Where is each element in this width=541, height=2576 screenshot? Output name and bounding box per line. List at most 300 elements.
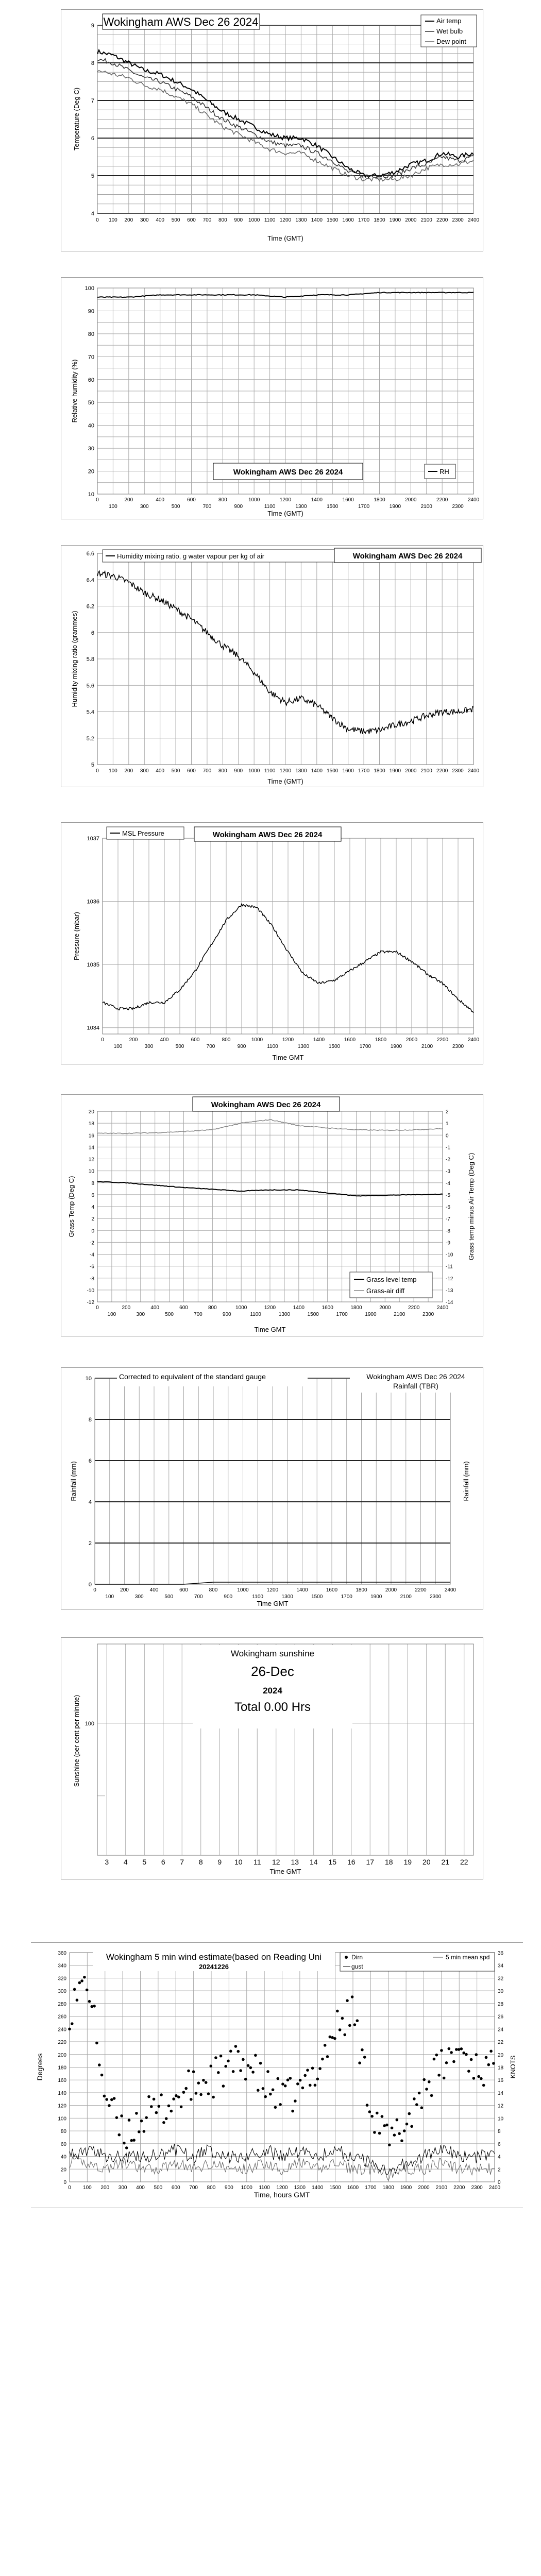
- temperature-x-tick-label: 1300: [295, 217, 307, 223]
- wind-direction-point: [445, 2061, 448, 2064]
- wind-direction-point: [254, 2054, 257, 2057]
- grass-temp-y2-tick-label: 1: [446, 1121, 449, 1127]
- wind-direction-point: [435, 2054, 438, 2057]
- humidity-x-top-tick-label: 400: [156, 497, 165, 503]
- wind-direction-point: [361, 2048, 364, 2052]
- mixing-ratio-x-tick-label: 1900: [389, 768, 401, 774]
- wind-direction-point: [326, 2055, 329, 2058]
- wind-direction-point: [264, 2095, 267, 2098]
- wind-direction-point: [363, 2056, 366, 2059]
- wind-direction-point: [150, 2105, 153, 2108]
- temperature-x-tick-label: 1700: [358, 217, 370, 223]
- grass-temp-y-tick-label: -8: [90, 1276, 94, 1282]
- wind-direction-point: [232, 2070, 235, 2073]
- grass-temp-chart: [61, 1095, 484, 1337]
- wind-direction-point: [385, 2124, 388, 2127]
- wind-y-tick-label: 280: [58, 2001, 66, 2007]
- grass-temp-y-tick-label: -2: [90, 1240, 94, 1246]
- wind-direction-point: [266, 2070, 269, 2073]
- sunshine-x-tick-label: 9: [217, 1858, 222, 1866]
- temperature-x-tick-label: 1800: [374, 217, 385, 223]
- humidity-y-tick-label: 20: [88, 468, 94, 475]
- rainfall-x-bottom-tick-label: 300: [134, 1594, 144, 1600]
- wind-y2-tick-label: 26: [498, 2014, 504, 2020]
- wind-direction-point: [489, 2050, 493, 2053]
- rainfall-x-top-tick-label: 600: [179, 1587, 188, 1593]
- mixing-ratio-y-label: Humidity mixing ratio (grammes): [71, 611, 78, 707]
- wind-y-tick-label: 120: [58, 2103, 66, 2109]
- temperature-x-tick-label: 500: [171, 217, 180, 223]
- pressure-x-bottom-tick-label: 900: [237, 1044, 246, 1049]
- wind-y-tick-label: 60: [60, 2141, 66, 2147]
- wind-direction-point: [303, 2074, 307, 2077]
- wind-x-tick-label: 1200: [276, 2185, 288, 2191]
- wind-direction-point: [140, 2120, 143, 2123]
- humidity-x-top-tick-label: 1200: [279, 497, 292, 503]
- pressure-chart: [61, 823, 484, 1065]
- wind-direction-point: [224, 2065, 227, 2068]
- temperature-chart-panel: [61, 9, 483, 251]
- grass-temp-x-top-tick-label: 200: [122, 1305, 131, 1311]
- wind-direction-point: [318, 2067, 322, 2070]
- grass-temp-x-top-tick-label: 2400: [436, 1305, 449, 1311]
- sunshine-chart: [61, 1638, 484, 1880]
- wind-x-tick-label: 2300: [471, 2185, 483, 2191]
- sunshine-x-label: Time GMT: [269, 1868, 301, 1875]
- wind-y-tick-label: 0: [63, 2180, 66, 2185]
- grass-temp-y2-tick-label: -11: [446, 1264, 453, 1270]
- wind-direction-point: [460, 2047, 463, 2050]
- rainfall-y-tick-label: 0: [88, 1582, 92, 1588]
- pressure-x-bottom-tick-label: 300: [144, 1044, 154, 1049]
- wind-direction-point: [458, 2048, 461, 2051]
- humidity-y-tick-label: 10: [88, 492, 94, 498]
- wind-direction-point: [73, 1988, 76, 1991]
- rainfall-y-tick-label: 2: [88, 1540, 92, 1547]
- humidity-x-top-tick-label: 200: [124, 497, 133, 503]
- wind-direction-point: [477, 2075, 480, 2078]
- wind-direction-point: [86, 1989, 89, 1992]
- sunshine-x-tick-label: 3: [105, 1858, 109, 1866]
- temperature-x-tick-label: 2200: [436, 217, 448, 223]
- wind-direction-point: [98, 2063, 101, 2066]
- sunshine-x-tick-label: 6: [161, 1858, 165, 1866]
- wind-direction-point: [440, 2049, 443, 2052]
- wind-direction-point: [78, 1981, 81, 1985]
- wind-direction-point: [321, 2058, 324, 2061]
- grass-temp-x-top-tick-label: 0: [96, 1305, 99, 1311]
- rainfall-x-bottom-tick-label: 1100: [252, 1594, 264, 1600]
- humidity-x-top-tick-label: 2000: [405, 497, 417, 503]
- pressure-x-bottom-tick-label: 2100: [421, 1044, 433, 1049]
- rainfall-x-bottom-tick-label: 1900: [370, 1594, 382, 1600]
- temperature-x-tick-label: 900: [234, 217, 243, 223]
- wind-direction-point: [217, 2071, 220, 2074]
- mixing-ratio-y-tick-label: 6.4: [86, 577, 94, 584]
- wind-direction-point: [123, 2142, 126, 2145]
- grass-temp-chart-panel: [61, 1094, 483, 1336]
- sunshine-x-tick-label: 18: [384, 1858, 393, 1866]
- wind-x-tick-label: 1600: [347, 2185, 359, 2191]
- wind-x-label: Time, hours GMT: [253, 2191, 310, 2199]
- wind-direction-point: [393, 2133, 396, 2137]
- wind-y-tick-label: 220: [58, 2040, 66, 2046]
- wind-direction-point: [162, 2121, 165, 2124]
- wind-direction-point: [202, 2079, 205, 2082]
- wind-direction-point: [353, 2023, 357, 2026]
- sunshine-total: Total 0.00 Hrs: [234, 1700, 311, 1714]
- wind-direction-point: [306, 2069, 309, 2072]
- wind-direction-point: [381, 2115, 384, 2118]
- wind-direction-point: [415, 2103, 418, 2106]
- pressure-chart-panel: [61, 822, 483, 1064]
- wind-direction-point: [358, 2061, 361, 2064]
- grass-temp-y-tick-label: -10: [87, 1287, 94, 1294]
- pressure-x-bottom-tick-label: 1500: [328, 1044, 341, 1049]
- wind-direction-point: [373, 2131, 376, 2134]
- grass-temp-title: Wokingham AWS Dec 26 2024: [211, 1100, 321, 1109]
- humidity-title: Wokingham AWS Dec 26 2024: [233, 468, 343, 477]
- mixing-ratio-x-tick-label: 800: [218, 768, 227, 774]
- wind-direction-point: [472, 2077, 476, 2080]
- pressure-x-bottom-tick-label: 1100: [267, 1044, 278, 1049]
- wind-direction-point: [492, 2062, 495, 2065]
- grass-temp-x-top-tick-label: 2000: [379, 1305, 391, 1311]
- wind-y-tick-label: 40: [60, 2154, 66, 2160]
- humidity-x-bottom-tick-label: 300: [140, 504, 149, 510]
- rainfall-x-top-tick-label: 1600: [326, 1587, 338, 1593]
- humidity-y-tick-label: 30: [88, 446, 94, 452]
- grass-temp-x-top-tick-label: 1400: [293, 1305, 305, 1311]
- mixing-ratio-y-tick-label: 6: [91, 630, 94, 636]
- legend-rh: RH: [439, 468, 449, 476]
- humidity-y-tick-label: 90: [88, 308, 94, 315]
- pressure-x-bottom-tick-label: 2300: [452, 1044, 464, 1049]
- pressure-x-top-tick-label: 0: [101, 1037, 104, 1043]
- wind-direction-point: [405, 2123, 409, 2126]
- wind-y-tick-label: 20: [60, 2167, 66, 2173]
- grass-temp-x-bottom-tick-label: 1300: [278, 1312, 291, 1317]
- wind-direction-point: [400, 2139, 403, 2142]
- legend-mixing-ratio: Humidity mixing ratio, g water vapour per kg of air: [117, 552, 265, 560]
- sunshine-date: 26-Dec: [251, 1664, 294, 1679]
- rainfall-title: Wokingham AWS Dec 26 2024: [366, 1372, 465, 1381]
- wind-x-tick-label: 0: [68, 2185, 71, 2191]
- grass-temp-x-bottom-tick-label: 700: [194, 1312, 202, 1317]
- temperature-x-label: Time (GMT): [267, 234, 303, 242]
- temperature-y-tick-label: 8: [91, 60, 94, 66]
- mixing-ratio-x-tick-label: 2400: [467, 768, 480, 774]
- wind-direction-point: [172, 2097, 175, 2100]
- humidity-x-label: Time (GMT): [267, 510, 303, 517]
- wind-title: Wokingham 5 min wind estimate(based on Reading Uni: [106, 1952, 322, 1962]
- wind-y-tick-label: 300: [58, 1989, 66, 1995]
- mixing-ratio-y-tick-label: 5.2: [86, 735, 94, 742]
- pressure-title: Wokingham AWS Dec 26 2024: [212, 831, 323, 839]
- wind-direction-point: [425, 2088, 428, 2091]
- grass-temp-x-top-tick-label: 1000: [235, 1305, 247, 1311]
- humidity-x-top-tick-label: 2400: [467, 497, 480, 503]
- wind-direction-point: [314, 2084, 317, 2087]
- wind-y2-tick-label: 4: [498, 2154, 501, 2160]
- rainfall-y-label: Rainfall (mm): [70, 1461, 77, 1501]
- wind-direction-point: [331, 2036, 334, 2039]
- wind-x-tick-label: 300: [118, 2185, 127, 2191]
- sunshine-x-tick-label: 7: [180, 1858, 184, 1866]
- rainfall-x-top-tick-label: 1200: [266, 1587, 279, 1593]
- temperature-x-tick-label: 300: [140, 217, 149, 223]
- legend-swatch-dirn: [345, 1956, 348, 1959]
- wind-direction-point: [80, 1979, 83, 1982]
- wind-x-tick-label: 400: [136, 2185, 145, 2191]
- wind-direction-point: [333, 2037, 336, 2040]
- temperature-x-tick-label: 1600: [342, 217, 354, 223]
- wind-direction-point: [113, 2097, 116, 2100]
- humidity-x-top-tick-label: 0: [96, 497, 99, 503]
- pressure-x-top-tick-label: 1200: [282, 1037, 294, 1043]
- humidity-y-tick-label: 100: [84, 285, 94, 292]
- wind-x-tick-label: 900: [225, 2185, 233, 2191]
- wind-y-tick-label: 80: [60, 2129, 66, 2135]
- grass-temp-y2-tick-label: -5: [446, 1192, 450, 1198]
- humidity-x-bottom-tick-label: 1700: [358, 504, 370, 510]
- wind-x-tick-label: 2400: [488, 2185, 501, 2191]
- sunshine-x-tick-label: 21: [441, 1858, 450, 1866]
- sunshine-x-tick-label: 8: [198, 1858, 203, 1866]
- wind-direction-point: [108, 2104, 111, 2107]
- mixing-ratio-chart: [61, 546, 484, 788]
- wind-y2-tick-label: 34: [498, 1963, 504, 1969]
- mixing-ratio-y-tick-label: 6.2: [86, 603, 94, 610]
- wind-y-tick-label: 240: [58, 2027, 66, 2033]
- pressure-x-bottom-tick-label: 100: [113, 1044, 123, 1049]
- wind-y2-label: KNOTS: [509, 2055, 517, 2079]
- wind-direction-point: [410, 2125, 413, 2128]
- rainfall-y-tick-label: 8: [88, 1417, 92, 1423]
- grass-temp-x-top-tick-label: 600: [179, 1305, 188, 1311]
- wind-direction-point: [336, 2010, 339, 2013]
- mixing-ratio-x-tick-label: 500: [171, 768, 180, 774]
- wind-y2-tick-label: 2: [498, 2167, 501, 2173]
- wind-direction-point: [329, 2036, 332, 2039]
- humidity-y-label: Relative humidity (%): [71, 359, 78, 423]
- humidity-x-top-tick-label: 600: [187, 497, 196, 503]
- grass-temp-x-bottom-tick-label: 2100: [394, 1312, 405, 1317]
- wind-direction-point: [343, 2033, 346, 2037]
- wind-direction-point: [356, 2019, 359, 2022]
- wind-direction-point: [76, 1998, 79, 2002]
- wind-x-tick-label: 1100: [259, 2185, 270, 2191]
- grass-temp-x-bottom-tick-label: 500: [165, 1312, 174, 1317]
- wind-direction-point: [115, 2116, 119, 2120]
- wind-direction-point: [153, 2098, 156, 2101]
- humidity-x-top-tick-label: 1000: [248, 497, 260, 503]
- temperature-x-tick-label: 0: [96, 217, 99, 223]
- legend-air-temp: Air temp: [436, 17, 462, 25]
- wind-direction-point: [130, 2139, 133, 2142]
- temperature-x-tick-label: 2100: [420, 217, 432, 223]
- rainfall-x-bottom-tick-label: 2300: [430, 1594, 442, 1600]
- wind-x-tick-label: 1700: [365, 2185, 377, 2191]
- wind-x-tick-label: 1900: [400, 2185, 412, 2191]
- mixing-ratio-x-tick-label: 1300: [295, 768, 307, 774]
- grass-temp-y-tick-label: 6: [91, 1192, 94, 1198]
- mixing-ratio-x-tick-label: 2100: [420, 768, 432, 774]
- wind-direction-point: [177, 2096, 180, 2099]
- wind-x-tick-label: 100: [83, 2185, 92, 2191]
- sunshine-x-tick-label: 10: [234, 1858, 243, 1866]
- humidity-chart-panel: [61, 277, 483, 519]
- wind-direction-point: [413, 2097, 416, 2100]
- wind-direction-point: [91, 2005, 94, 2008]
- wind-y-tick-label: 320: [58, 1976, 66, 1982]
- sunshine-x-tick-label: 16: [347, 1858, 356, 1866]
- temperature-chart: [61, 10, 484, 252]
- sunshine-chart-panel: [61, 1637, 483, 1879]
- grass-temp-y2-tick-label: 0: [446, 1133, 449, 1139]
- wind-y2-tick-label: 32: [498, 1976, 504, 1982]
- grass-temp-y-tick-label: -12: [87, 1300, 94, 1306]
- grass-temp-x-bottom-tick-label: 1100: [250, 1312, 261, 1317]
- rainfall-x-label: Time GMT: [257, 1600, 289, 1607]
- wind-top-divider: [31, 1942, 523, 1943]
- grass-temp-y-label: Grass Temp (Deg C): [67, 1176, 75, 1238]
- humidity-x-bottom-tick-label: 900: [234, 504, 243, 510]
- sunshine-title: Wokingham sunshine: [230, 1649, 315, 1658]
- wind-x-tick-label: 1500: [329, 2185, 341, 2191]
- legend-dew-point: Dew point: [436, 38, 466, 45]
- sunshine-x-tick-label: 15: [328, 1858, 337, 1866]
- pressure-x-top-tick-label: 1400: [313, 1037, 325, 1043]
- grass-temp-y-tick-label: -6: [90, 1264, 94, 1270]
- humidity-y-tick-label: 80: [88, 331, 94, 337]
- wind-direction-point: [95, 2042, 98, 2045]
- pressure-x-top-tick-label: 2400: [467, 1037, 480, 1043]
- temperature-y-tick-label: 7: [91, 98, 94, 104]
- wind-direction-point: [316, 2078, 319, 2081]
- wind-y2-tick-label: 10: [498, 2116, 504, 2122]
- grass-temp-y2-tick-label: -9: [446, 1240, 450, 1246]
- temperature-x-tick-label: 600: [187, 217, 196, 223]
- mixing-ratio-y-tick-label: 5.6: [86, 683, 94, 689]
- pressure-x-label: Time GMT: [272, 1054, 304, 1061]
- pressure-x-bottom-tick-label: 500: [175, 1044, 184, 1049]
- wind-y2-tick-label: 18: [498, 2065, 504, 2071]
- wind-y2-tick-label: 36: [498, 1951, 504, 1956]
- wind-direction-point: [348, 2024, 351, 2027]
- grass-temp-y2-tick-label: -1: [446, 1145, 450, 1151]
- sunshine-x-tick-label: 22: [460, 1858, 468, 1866]
- wind-direction-point: [368, 2110, 371, 2113]
- wind-direction-point: [398, 2132, 401, 2136]
- wind-direction-point: [269, 2093, 272, 2096]
- temperature-x-tick-label: 400: [156, 217, 165, 223]
- grass-temp-y2-tick-label: -12: [446, 1276, 453, 1282]
- temperature-x-tick-label: 1500: [327, 217, 339, 223]
- wind-y-tick-label: 160: [58, 2078, 66, 2084]
- mixing-ratio-x-tick-label: 0: [96, 768, 99, 774]
- temperature-y-tick-label: 5: [91, 173, 94, 179]
- wind-y-tick-label: 100: [58, 2116, 66, 2122]
- pressure-x-top-tick-label: 2200: [436, 1037, 449, 1043]
- pressure-x-bottom-tick-label: 1300: [297, 1044, 310, 1049]
- sunshine-year: 2024: [263, 1686, 282, 1696]
- wind-x-tick-label: 700: [189, 2185, 198, 2191]
- temperature-title: Wokingham AWS Dec 26 2024: [103, 15, 259, 28]
- wind-y-tick-label: 360: [58, 1951, 66, 1956]
- wind-direction-point: [430, 2094, 433, 2097]
- wind-direction-point: [135, 2112, 138, 2115]
- legend-grass-air-diff: Grass-air diff: [366, 1287, 405, 1295]
- temperature-y-label: Temperature (Deg C): [73, 87, 80, 151]
- wind-direction-point: [244, 2078, 247, 2081]
- wind-direction-point: [311, 2067, 314, 2070]
- wind-direction-point: [249, 2066, 252, 2070]
- sunshine-x-tick-label: 19: [403, 1858, 412, 1866]
- rainfall-y-tick-label: 10: [85, 1376, 92, 1382]
- wind-direction-point: [251, 2071, 255, 2074]
- humidity-x-bottom-tick-label: 1900: [389, 504, 401, 510]
- wind-direction-point: [475, 2053, 478, 2056]
- wind-direction-point: [433, 2058, 436, 2061]
- grass-temp-y2-tick-label: -10: [446, 1252, 453, 1258]
- rainfall-x-top-tick-label: 800: [209, 1587, 218, 1593]
- humidity-y-tick-label: 50: [88, 400, 94, 406]
- wind-direction-point: [274, 2106, 277, 2109]
- legend-gust: gust: [351, 1963, 363, 1970]
- wind-direction-point: [100, 2074, 104, 2077]
- wind-direction-point: [339, 2028, 342, 2031]
- wind-x-tick-label: 2200: [453, 2185, 465, 2191]
- rainfall-y-tick-label: 4: [88, 1499, 92, 1505]
- wind-direction-point: [452, 2060, 455, 2063]
- wind-direction-point: [205, 2081, 208, 2084]
- mixing-ratio-x-tick-label: 1400: [311, 768, 323, 774]
- pressure-x-top-tick-label: 1800: [375, 1037, 387, 1043]
- wind-direction-point: [237, 2050, 240, 2053]
- wind-chart-panel: [31, 1947, 523, 2200]
- mixing-ratio-x-tick-label: 2200: [436, 768, 448, 774]
- grass-temp-y-tick-label: 20: [88, 1109, 94, 1115]
- wind-direction-point: [93, 2005, 96, 2008]
- rainfall-chart-panel: [61, 1367, 483, 1609]
- wind-direction-point: [103, 2095, 106, 2098]
- rainfall-x-top-tick-label: 2200: [415, 1587, 427, 1593]
- sunshine-x-tick-label: 12: [272, 1858, 280, 1866]
- pressure-x-top-tick-label: 800: [222, 1037, 231, 1043]
- wind-y-label: Degrees: [36, 2053, 44, 2081]
- grass-temp-x-bottom-tick-label: 300: [136, 1312, 145, 1317]
- temperature-y-tick-label: 4: [91, 211, 94, 217]
- grass-temp-y2-tick-label: -13: [446, 1287, 453, 1294]
- humidity-x-bottom-tick-label: 700: [202, 504, 212, 510]
- wind-direction-point: [294, 2099, 297, 2103]
- temperature-x-tick-label: 700: [202, 217, 212, 223]
- mixing-ratio-x-tick-label: 600: [187, 768, 196, 774]
- humidity-x-top-tick-label: 2200: [436, 497, 448, 503]
- temperature-x-tick-label: 1900: [389, 217, 401, 223]
- grass-temp-y-tick-label: 0: [91, 1228, 94, 1234]
- temperature-x-tick-label: 800: [218, 217, 227, 223]
- wind-direction-point: [296, 2082, 299, 2086]
- wind-direction-point: [279, 2103, 282, 2106]
- wind-x-tick-label: 2100: [435, 2185, 447, 2191]
- grass-temp-y-tick-label: 18: [88, 1121, 94, 1127]
- grass-temp-x-top-tick-label: 1600: [322, 1305, 333, 1311]
- rainfall-x-top-tick-label: 0: [93, 1587, 96, 1593]
- mixing-ratio-chart-panel: [61, 545, 483, 787]
- grass-temp-x-bottom-tick-label: 100: [107, 1312, 116, 1317]
